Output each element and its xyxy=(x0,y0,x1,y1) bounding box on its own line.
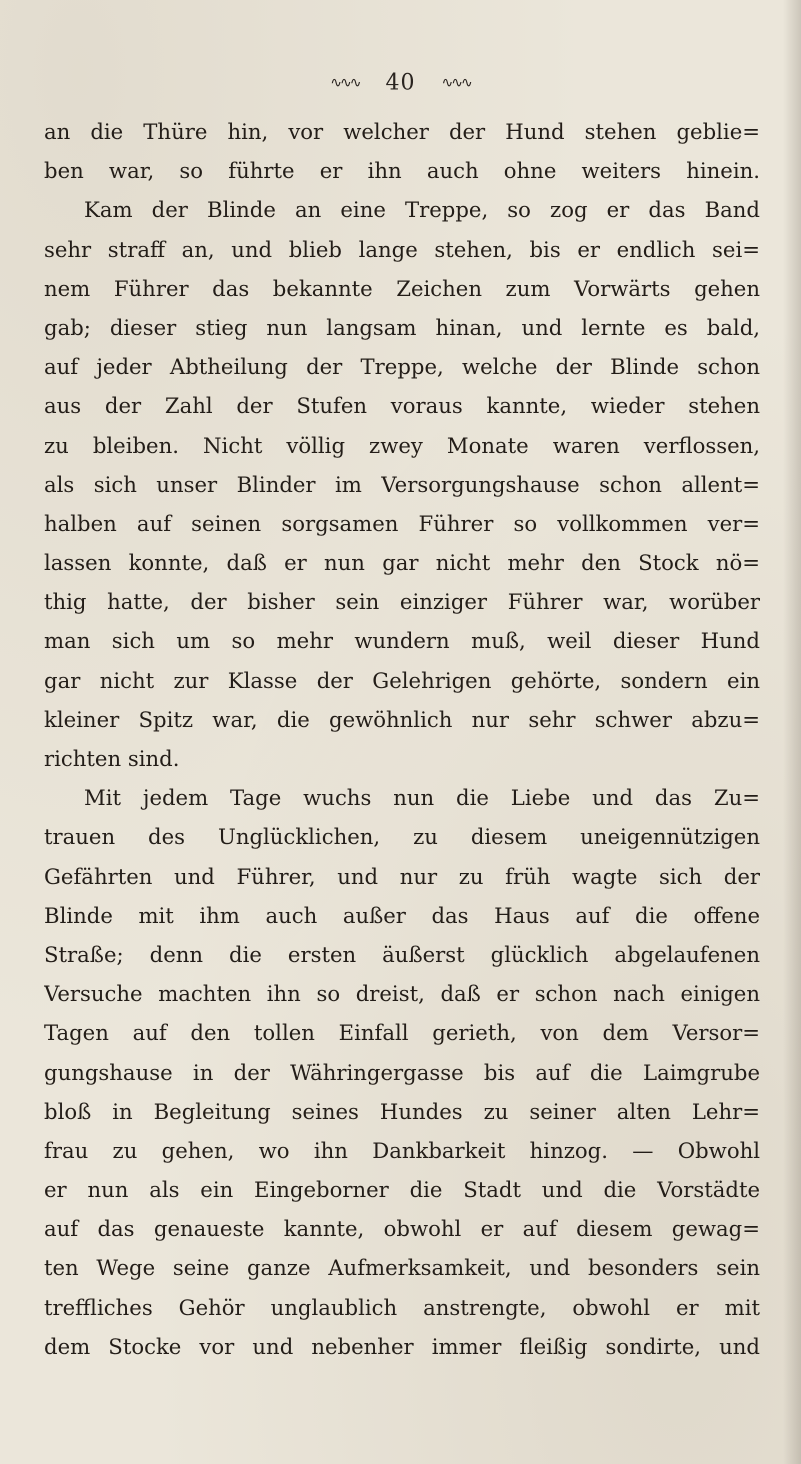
body-text xyxy=(44,112,760,1366)
text-line: ten Wege seine ganze Aufmerksamkeit, und besonders sein xyxy=(44,1255,760,1281)
text-line: kleiner Spitz war, die gewöhnlich nur sehr schwer abzu= xyxy=(44,706,760,732)
ornament-left-icon: ∿∿∿ xyxy=(330,75,360,91)
text-line: Tagen auf den tollen Einfall gerieth, von dem Versor= xyxy=(44,1020,760,1046)
text-line: treffliches Gehör unglaublich anstrengte, obwohl er mit xyxy=(44,1294,760,1320)
text-line: Blinde mit ihm auch außer das Haus auf die offene xyxy=(44,902,760,928)
text-line: man sich um so mehr wundern muß, weil dieser Hund xyxy=(44,628,760,654)
text-line: frau zu gehen, wo ihn Dankbarkeit hinzog. — Obwohl xyxy=(44,1137,760,1163)
text-line: richten sind. xyxy=(44,746,180,771)
text-line: gungshause in der Währingergasse bis auf die Laimgrube xyxy=(44,1059,760,1085)
text-line: gar nicht zur Klasse der Gelehrigen gehörte, sondern ein xyxy=(44,667,760,693)
text-line: bloß in Begleitung seines Hundes zu seiner alten Lehr= xyxy=(44,1098,760,1124)
text-line: thig hatte, der bisher sein einziger Führer war, worüber xyxy=(44,589,760,615)
text-line: sehr straff an, und blieb lange stehen, bis er endlich sei= xyxy=(44,236,760,262)
text-line: Straße; denn die ersten äußerst glücklich abgelaufenen xyxy=(44,941,760,967)
text-line: Gefährten und Führer, und nur zu früh wagte sich der xyxy=(44,863,760,889)
text-line: Versuche machten ihn so dreist, daß er schon nach einigen xyxy=(44,981,760,1007)
text-line: auf das genaueste kannte, obwohl er auf diesem gewag= xyxy=(44,1216,760,1242)
text-line: zu bleiben. Nicht völlig zwey Monate waren verflossen, xyxy=(44,432,760,458)
text-line: ben war, so führte er ihn auch ohne weiters hinein. xyxy=(44,158,760,184)
text-line: nem Führer das bekannte Zeichen zum Vorwärts gehen xyxy=(44,275,760,301)
page-edge-shadow xyxy=(783,0,801,1464)
text-line: trauen des Unglücklichen, zu diesem uneigennützigen xyxy=(44,824,760,850)
text-line: lassen konnte, daß er nun gar nicht mehr den Stock nö= xyxy=(44,550,760,576)
text-line: Mit jedem Tage wuchs nun die Liebe und das Zu= xyxy=(84,785,760,811)
text-line: an die Thüre hin, vor welcher der Hund stehen geblie= xyxy=(44,119,760,144)
text-line: als sich unser Blinder im Versorgungshause schon allent= xyxy=(44,471,760,497)
page-number: 40 xyxy=(385,70,416,96)
page-header xyxy=(0,70,801,96)
text-line: gab; dieser stieg nun langsam hinan, und lernte es bald, xyxy=(44,314,760,340)
text-line: aus der Zahl der Stufen voraus kannte, wieder stehen xyxy=(44,393,760,419)
text-line: Kam der Blinde an eine Treppe, so zog er das Band xyxy=(84,197,760,223)
ornament-right-icon: ∿∿∿ xyxy=(441,75,471,91)
text-line: auf jeder Abtheilung der Treppe, welche der Blinde schon xyxy=(44,354,760,380)
text-line: dem Stocke vor und nebenher immer fleißig sondirte, und xyxy=(44,1333,760,1359)
text-line: halben auf seinen sorgsamen Führer so vollkommen ver= xyxy=(44,510,760,536)
text-line: er nun als ein Eingeborner die Stadt und die Vorstädte xyxy=(44,1177,760,1203)
